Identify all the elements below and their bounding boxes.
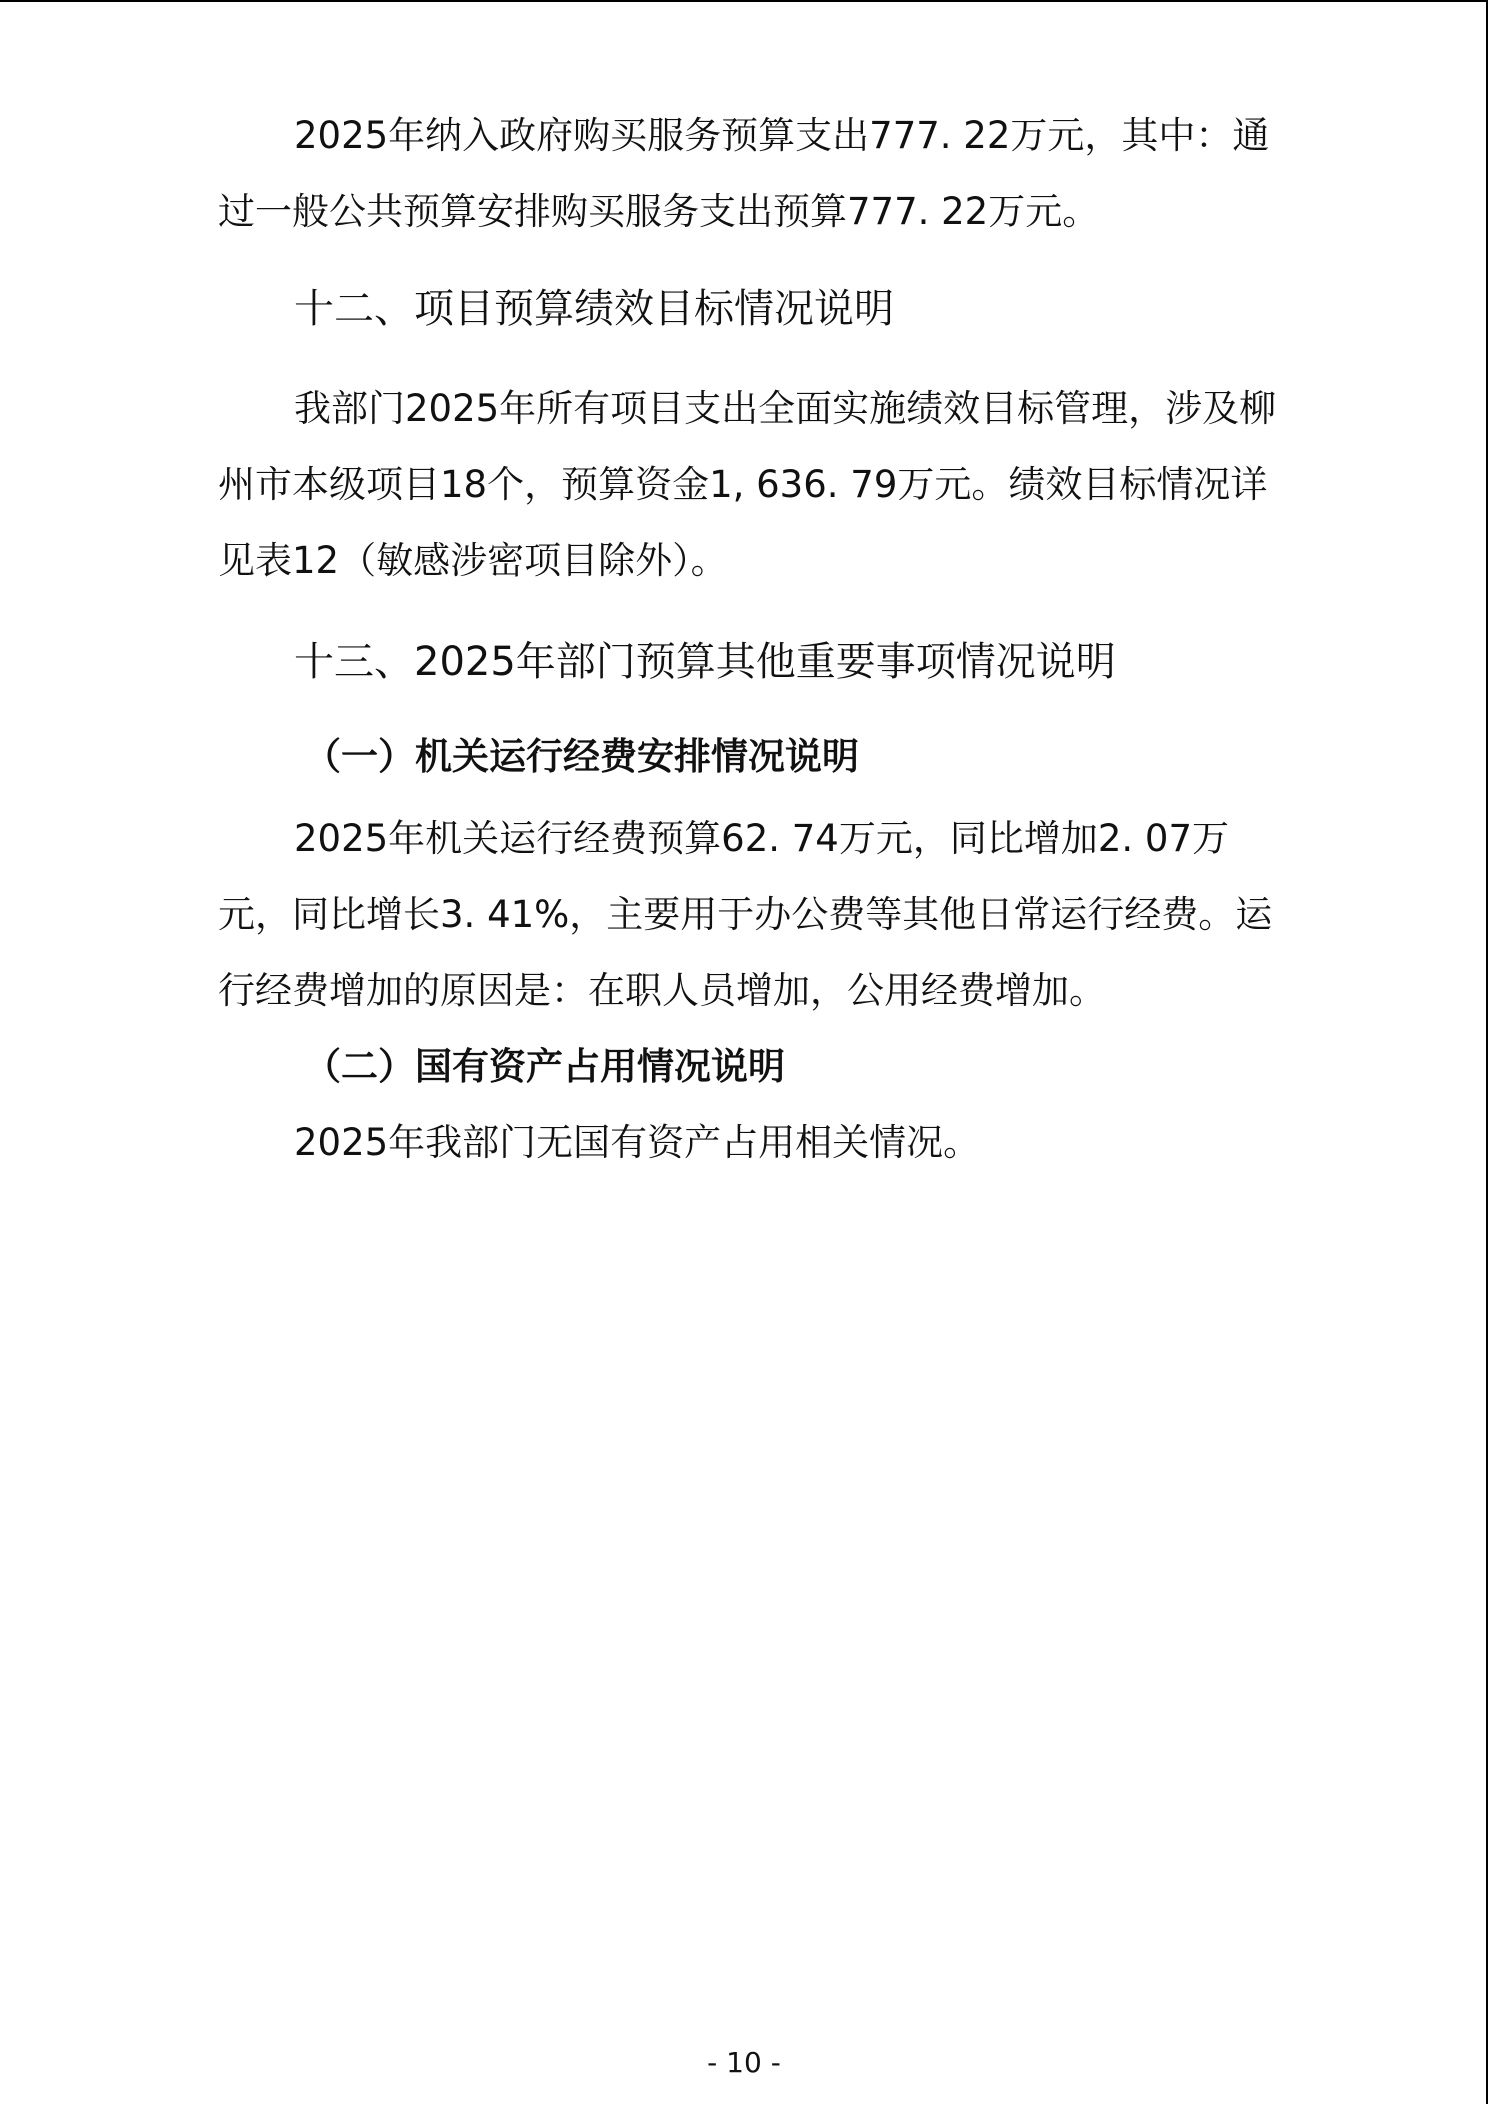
section-heading-13: 十三、2025年部门预算其他重要事项情况说明 xyxy=(294,639,1116,685)
paragraph-state-assets: 2025年我部门无国有资产占用相关情况。 xyxy=(294,1121,981,1164)
subheading-operating-expenses: （一）机关运行经费安排情况说明 xyxy=(304,735,859,778)
section-heading-12: 十二、项目预算绩效目标情况说明 xyxy=(294,286,894,332)
paragraph-operating-expenses: 2025年机关运行经费预算62. 74万元，同比增加2. 07万元，同比增长3. 41%，主要用于办公费等其他日常运行经费。运行经费增加的原因是：在职人员增加，公用经费增加。 xyxy=(218,817,1273,1012)
subheading-state-assets: （二）国有资产占用情况说明 xyxy=(304,1045,785,1088)
page-border-top xyxy=(0,0,1488,2)
paragraph-purchase-services: 2025年纳入政府购买服务预算支出777. 22万元，其中：通过一般公共预算安排购买服务支出预算777. 22万元。 xyxy=(218,114,1270,233)
paragraph-performance-targets: 我部门2025年所有项目支出全面实施绩效目标管理，涉及柳州市本级项目18个，预算资金1, 636. 79万元。绩效目标情况详见表12（敏感涉密项目除外）。 xyxy=(218,387,1277,582)
page-content xyxy=(218,98,1288,1181)
page-number: - 10 - xyxy=(707,2046,781,2079)
